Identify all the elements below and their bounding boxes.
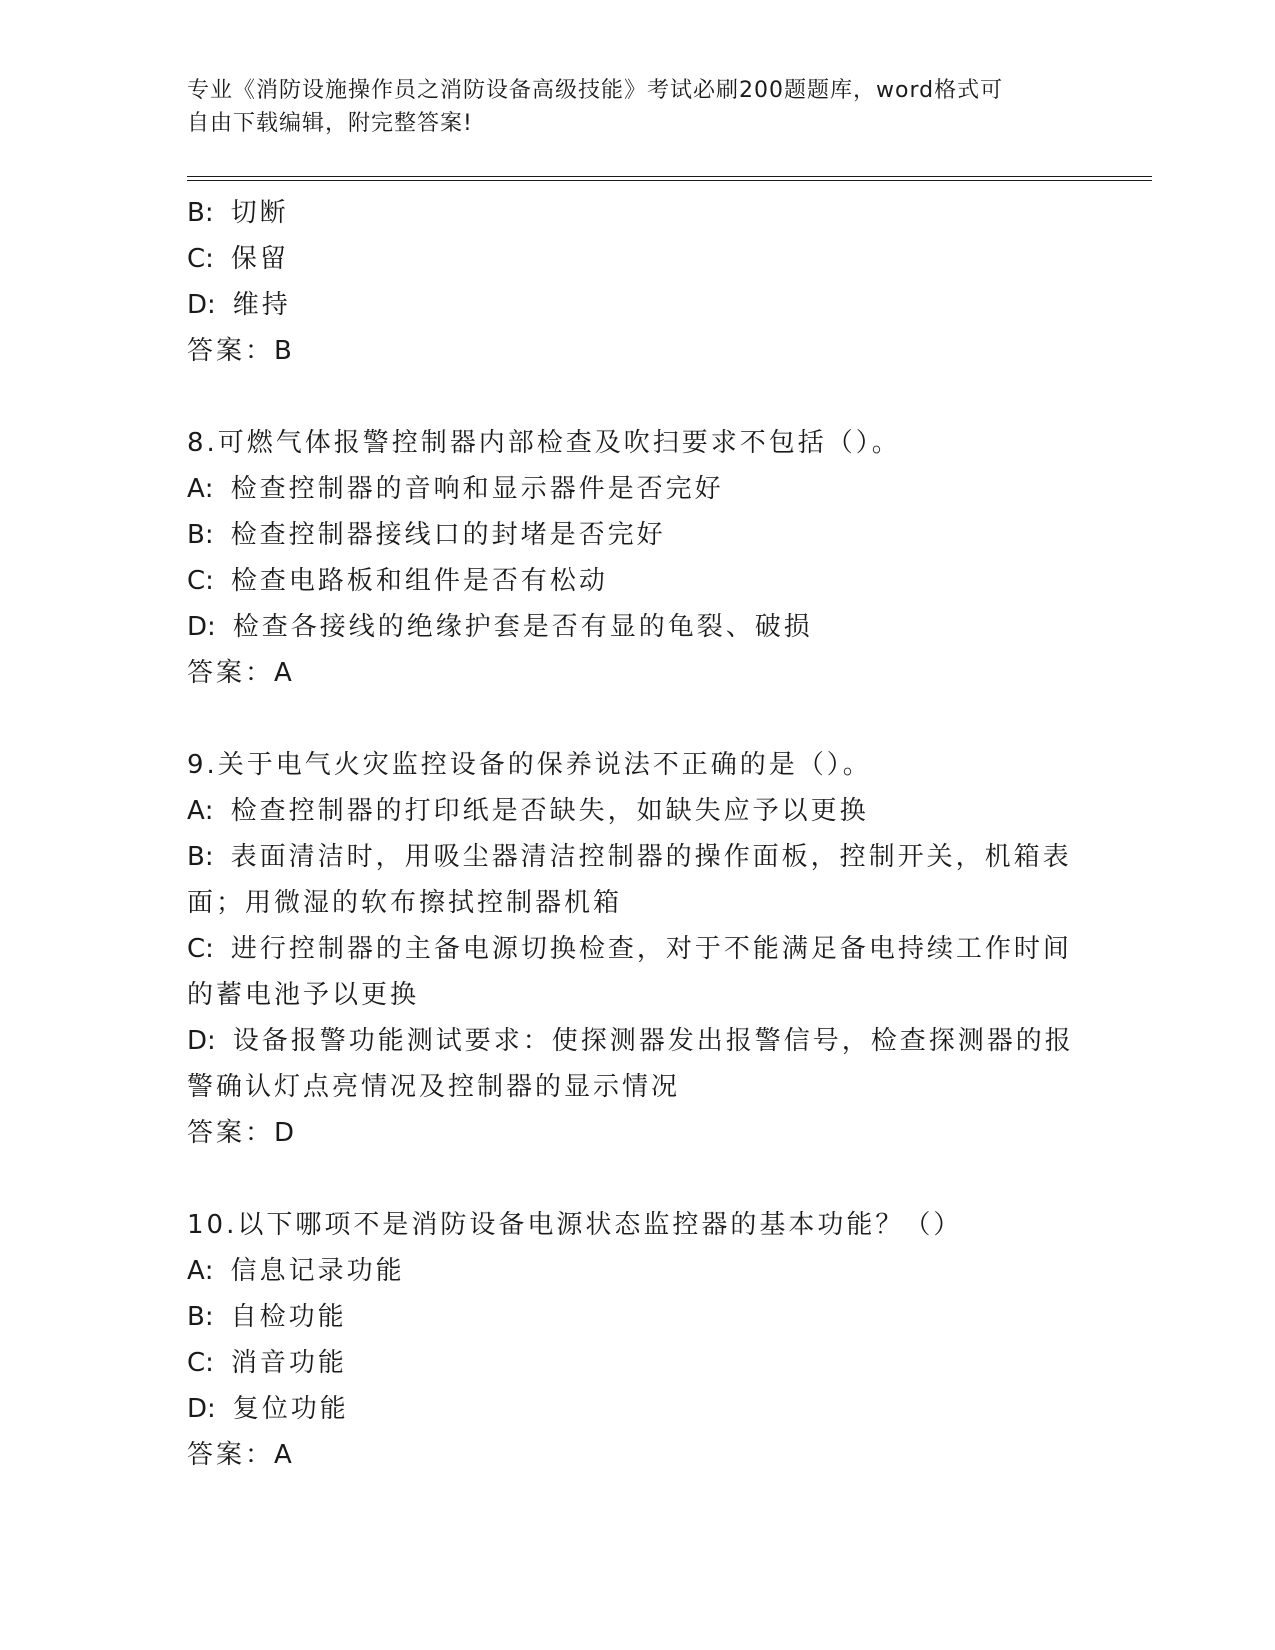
answer-line: 答案：A — [187, 1440, 295, 1470]
option-a: A: 信息记录功能 — [187, 1256, 405, 1286]
answer-line: 答案：B — [187, 336, 295, 366]
option-b: B: 表面清洁时，用吸尘器清洁控制器的操作面板，控制开关，机箱表面；用微湿的软布擦拭控制器机箱 — [187, 842, 1072, 918]
option-c: C: 进行控制器的主备电源切换检查，对于不能满足备电持续工作时间的蓄电池予以更换 — [187, 934, 1072, 1010]
header-title-line-1: 专业《消防设施操作员之消防设备高级技能》考试必刷200题题库，word格式可 — [187, 78, 1004, 103]
answer-line: 答案：D — [187, 1118, 298, 1148]
answer-line: 答案：A — [187, 658, 295, 688]
option-d: D: 检查各接线的绝缘护套是否有显的龟裂、破损 — [187, 612, 813, 642]
question-8 — [187, 420, 1087, 696]
option-d: D: 维持 — [187, 290, 291, 320]
question-stem: 9.关于电气火灾监控设备的保养说法不正确的是（）。 — [187, 750, 872, 780]
header-double-rule — [187, 176, 1152, 181]
document-header — [187, 74, 1087, 140]
question-7-continued — [187, 190, 1087, 374]
option-c: C: 检查电路板和组件是否有松动 — [187, 566, 608, 596]
question-9 — [187, 742, 1087, 1156]
option-a: A: 检查控制器的音响和显示器件是否完好 — [187, 474, 724, 504]
header-title-line-2: 自由下载编辑，附完整答案! — [187, 111, 473, 136]
question-stem: 10.以下哪项不是消防设备电源状态监控器的基本功能？（） — [187, 1210, 963, 1240]
option-c: C: 保留 — [187, 244, 289, 274]
question-stem: 8.可燃气体报警控制器内部检查及吹扫要求不包括（）。 — [187, 428, 901, 458]
option-b: B: 检查控制器接线口的封堵是否完好 — [187, 520, 666, 550]
option-b: B: 切断 — [187, 198, 289, 228]
question-10 — [187, 1202, 1087, 1478]
option-d: D: 设备报警功能测试要求：使探测器发出报警信号，检查探测器的报警确认灯点亮情况及控制器的显示情况 — [187, 1026, 1074, 1102]
question-list — [187, 190, 1087, 1478]
option-d: D: 复位功能 — [187, 1394, 349, 1424]
option-c: C: 消音功能 — [187, 1348, 347, 1378]
option-b: B: 自检功能 — [187, 1302, 347, 1332]
option-a: A: 检查控制器的打印纸是否缺失，如缺失应予以更换 — [187, 796, 869, 826]
